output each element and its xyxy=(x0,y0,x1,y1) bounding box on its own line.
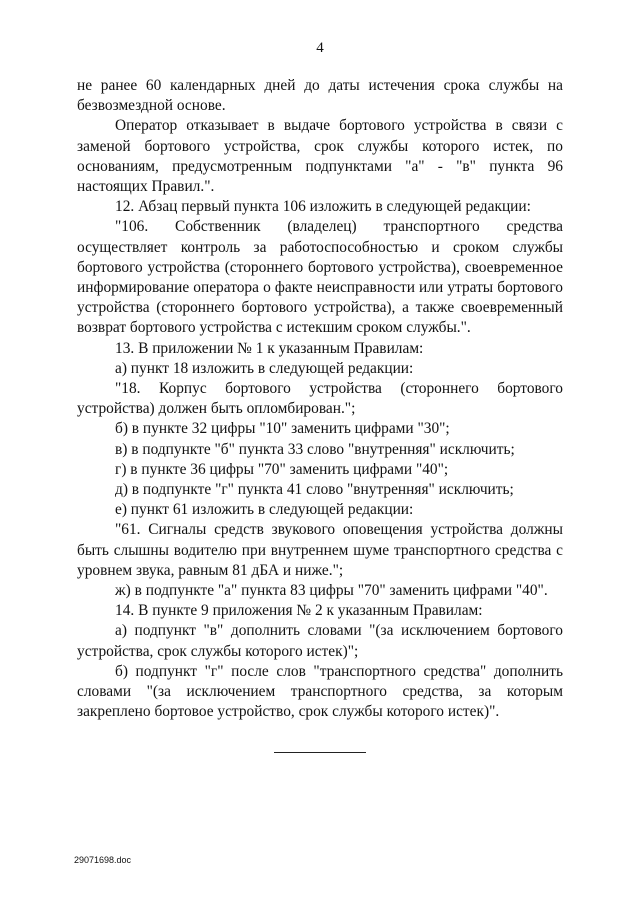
paragraph: г) в пункте 36 цифры "70" заменить цифрами "40"; xyxy=(115,460,449,478)
paragraph: б) подпункт "г" после слов "транспортного средства" дополнить словами "(за исключением транспортного средства, за которым закреплено бортовое устройство, срок службы которого истек)". xyxy=(77,662,563,721)
paragraph: "106. Собственник (владелец) транспортного средства осуществляет контроль за работоспособностью и сроком службы бортового устройства (стороннего бортового устройства), своевременное информирование оператора о факте неисправности или утраты бортового устройства (стороннего бортового устройства), а также своевременный возврат бортового устройства с истекшим сроком службы.". xyxy=(77,218,563,337)
paragraph: а) пункт 18 изложить в следующей редакции: xyxy=(115,359,414,377)
paragraph: б) в пункте 32 цифры "10" заменить цифрами "30"; xyxy=(115,420,450,438)
paragraph: в) в подпункте "б" пункта 33 слово "внутренняя" исключить; xyxy=(115,440,515,458)
paragraph: "61. Сигналы средств звукового оповещения устройства должны быть слышны водителю при внутреннем шуме транспортного средства с уровнем звука, равным 81 дБА и ниже."; xyxy=(77,521,563,579)
document-file-id: 29071698.doc xyxy=(74,855,132,865)
document-body xyxy=(77,76,563,723)
paragraph: д) в подпункте "г" пункта 41 слово "внутренняя" исключить; xyxy=(115,481,514,499)
paragraph: 13. В приложении № 1 к указанным Правилам: xyxy=(115,339,424,357)
paragraph: ж) в подпункте "а" пункта 83 цифры "70" заменить цифрами "40". xyxy=(115,582,548,600)
end-divider-line xyxy=(274,752,366,753)
paragraph: е) пункт 61 изложить в следующей редакции: xyxy=(115,501,414,519)
paragraph: 14. В пункте 9 приложения № 2 к указанным Правилам: xyxy=(115,602,483,620)
page-number: 4 xyxy=(316,40,324,56)
paragraph: не ранее 60 календарных дней до даты истечения срока службы на безвозмездной основе. xyxy=(77,77,563,115)
paragraph: "18. Корпус бортового устройства (стороннего бортового устройства) должен быть опломбирован."; xyxy=(77,380,563,418)
paragraph: а) подпункт "в" дополнить словами "(за исключением бортового устройства, срок службы которого истек)"; xyxy=(77,622,563,660)
paragraph: Оператор отказывает в выдаче бортового устройства в связи с заменой бортового устройства, срок службы которого истек, по основаниям, предусмотренным подпунктами "а" - "в" пункта 96 настоящих Правил.". xyxy=(77,117,563,196)
paragraph: 12. Абзац первый пункта 106 изложить в следующей редакции: xyxy=(115,198,531,216)
